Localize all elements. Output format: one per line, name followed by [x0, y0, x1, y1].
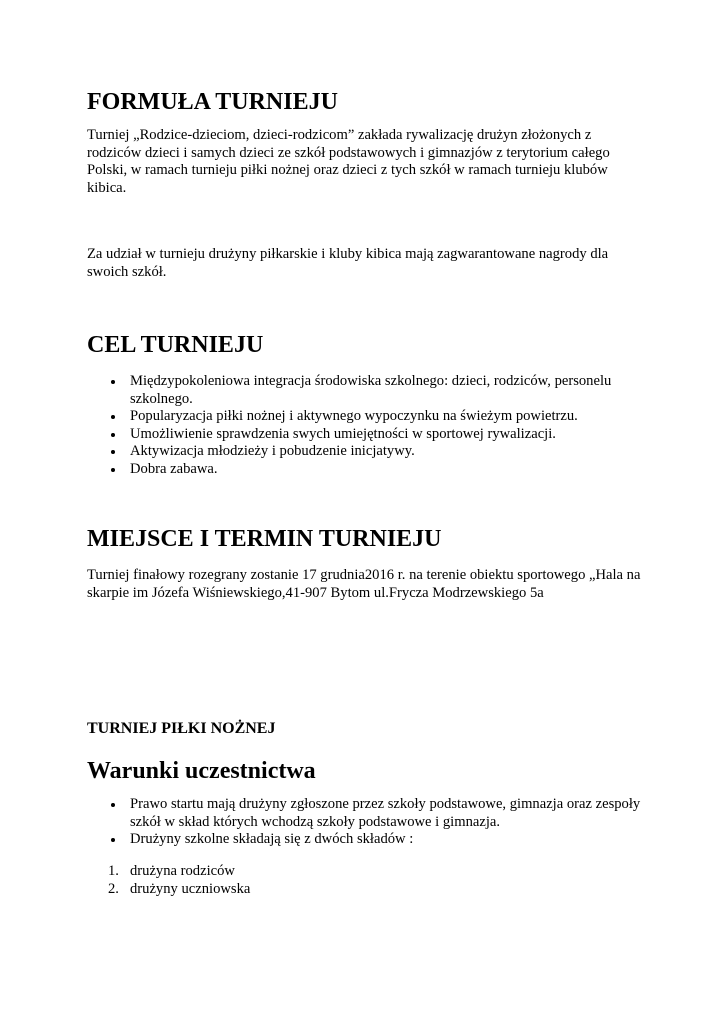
list-item: Międzypokoleniowa integracja środowiska szkolnego: dzieci, rodziców, personelu szkolnego.	[87, 373, 647, 408]
list-item: Drużyny szkolne składają się z dwóch składów :	[87, 831, 647, 849]
list-item: 2. drużyny uczniowska	[108, 880, 251, 897]
heading-miejsce: MIEJSCE I TERMIN TURNIEJU	[87, 526, 442, 552]
bullet-icon	[111, 433, 115, 437]
cel-list	[87, 373, 647, 478]
formula-paragraph-1: Turniej „Rodzice-dzieciom, dzieci-rodzicom” zakłada rywalizację drużyn złożonych z rodziców dzieci i samych dzieci ze szkół podstawowych i gimnazjów z terytorium całego Polski, w ramach turnieju piłki nożnej oraz dzieci z tych szkół w ramach turnieju klubów kibica.	[87, 127, 610, 196]
heading-warunki: Warunki uczestnictwa	[87, 758, 316, 784]
list-item: Prawo startu mają drużyny zgłoszone przez szkoły podstawowe, gimnazja oraz zespoły szkół w skład których wchodzą szkoły podstawowe i gimnazja.	[87, 796, 647, 831]
subheading-pilka: TURNIEJ PIŁKI NOŻNEJ	[87, 720, 276, 737]
bullet-icon	[111, 803, 115, 807]
miejsce-paragraph: Turniej finałowy rozegrany zostanie 17 grudnia2016 r. na terenie obiektu sportowego „Hala na skarpie im Józefa Wiśniewskiego,41-907 Bytom ul.Frycza Modrzewskiego 5a	[87, 567, 641, 601]
list-item: Umożliwienie sprawdzenia swych umiejętności w sportowej rywalizacji.	[87, 426, 647, 444]
bullet-icon	[111, 838, 115, 842]
bullet-icon	[111, 450, 115, 454]
warunki-bullet-list	[87, 796, 647, 849]
list-item: Popularyzacja piłki nożnej i aktywnego wypoczynku na świeżym powietrzu.	[87, 408, 647, 426]
heading-formula: FORMUŁA TURNIEJU	[87, 89, 338, 115]
bullet-icon	[111, 380, 115, 384]
heading-cel: CEL TURNIEJU	[87, 332, 264, 358]
bullet-icon	[111, 468, 115, 472]
warunki-numbered-list	[87, 863, 647, 898]
list-item: 1. drużyna rodziców	[108, 863, 235, 879]
list-item: Aktywizacja młodzieży i pobudzenie inicjatywy.	[87, 443, 647, 461]
bullet-icon	[111, 415, 115, 419]
formula-paragraph-2: Za udział w turnieju drużyny piłkarskie i kluby kibica mają zagwarantowane nagrody dla swoich szkół.	[87, 246, 609, 280]
list-item: Dobra zabawa.	[87, 461, 647, 479]
